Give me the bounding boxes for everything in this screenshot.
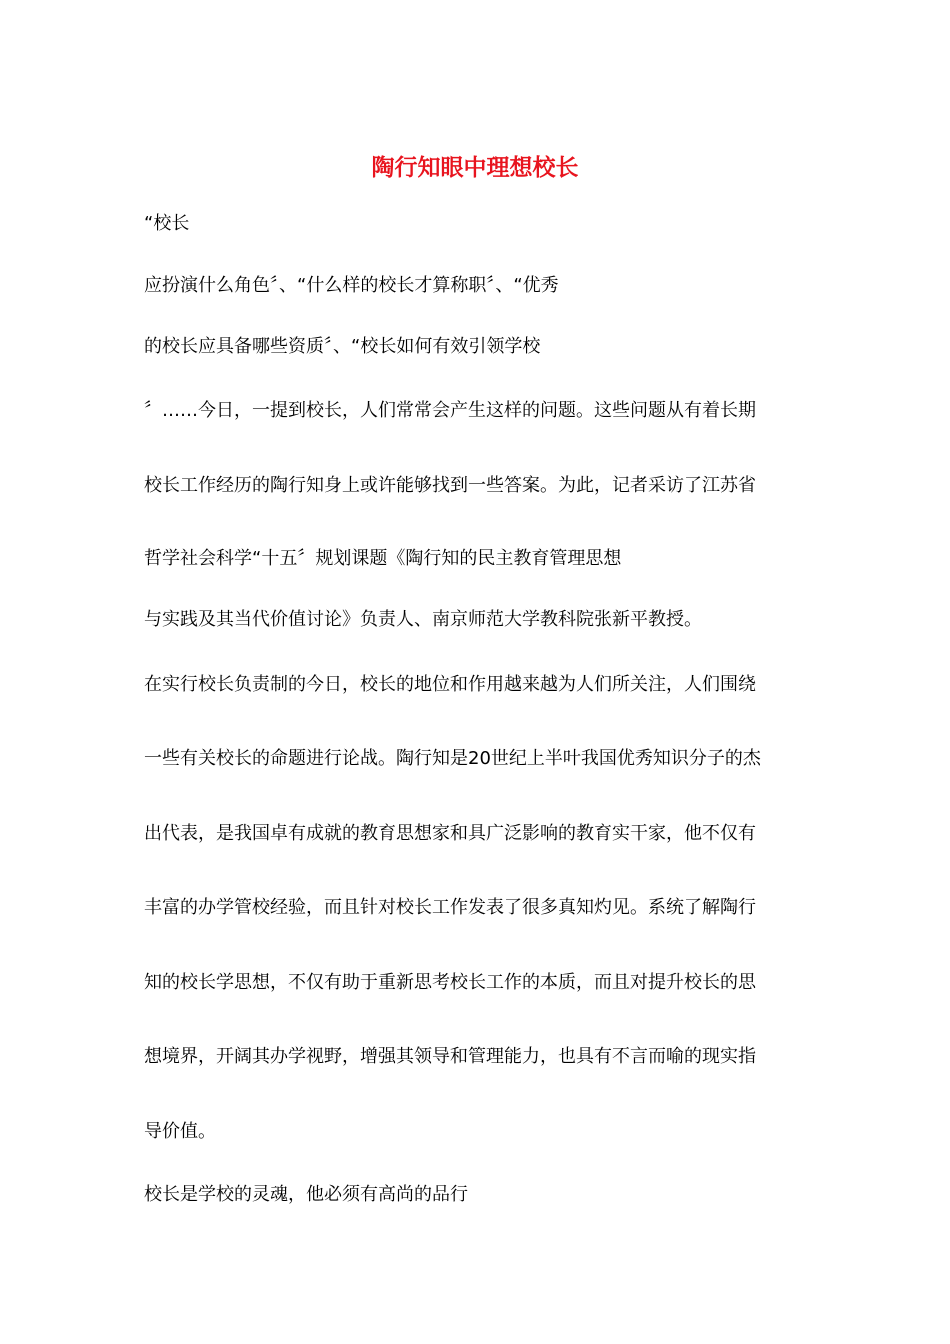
page-title: 陶行知眼中理想校长 bbox=[371, 155, 579, 181]
body-line: 〞……今日，一提到校长，人们常常会产生这样的问题。这些问题从有着长期 bbox=[144, 400, 756, 421]
body-line: “校长 bbox=[144, 213, 190, 234]
body-line: 一些有关校长的命题进行论战。陶行知是20世纪上半叶我国优秀知识分子的杰 bbox=[144, 748, 761, 769]
body-line: 想境界，开阔其办学视野，增强其领导和管理能力，也具有不言而喻的现实指 bbox=[144, 1046, 756, 1067]
body-line: 导价值。 bbox=[144, 1121, 216, 1142]
body-line: 在实行校长负责制的今日，校长的地位和作用越来越为人们所关注，人们围绕 bbox=[144, 674, 756, 695]
body-line: 与实践及其当代价值讨论》负责人、南京师范大学教科院张新平教授。 bbox=[144, 609, 702, 630]
body-line: 知的校长学思想，不仅有助于重新思考校长工作的本质，而且对提升校长的思 bbox=[144, 972, 756, 993]
body-line: 出代表，是我国卓有成就的教育思想家和具广泛影响的教育实干家，他不仅有 bbox=[144, 823, 756, 844]
body-line: 丰富的办学管校经验，而且针对校长工作发表了很多真知灼见。系统了解陶行 bbox=[144, 897, 756, 918]
body-line: 应扮演什么角色〞、“什么样的校长才算称职〞、“优秀 bbox=[144, 275, 559, 296]
body-line: 校长是学校的灵魂，他必须有高尚的品行 bbox=[144, 1184, 468, 1205]
body-line: 的校长应具备哪些资质〞、“校长如何有效引领学校 bbox=[144, 336, 541, 357]
body-line: 校长工作经历的陶行知身上或许能够找到一些答案。为此，记者采访了江苏省 bbox=[144, 475, 756, 496]
body-line: 哲学社会科学“十五〞规划课题《陶行知的民主教育管理思想 bbox=[144, 548, 622, 569]
